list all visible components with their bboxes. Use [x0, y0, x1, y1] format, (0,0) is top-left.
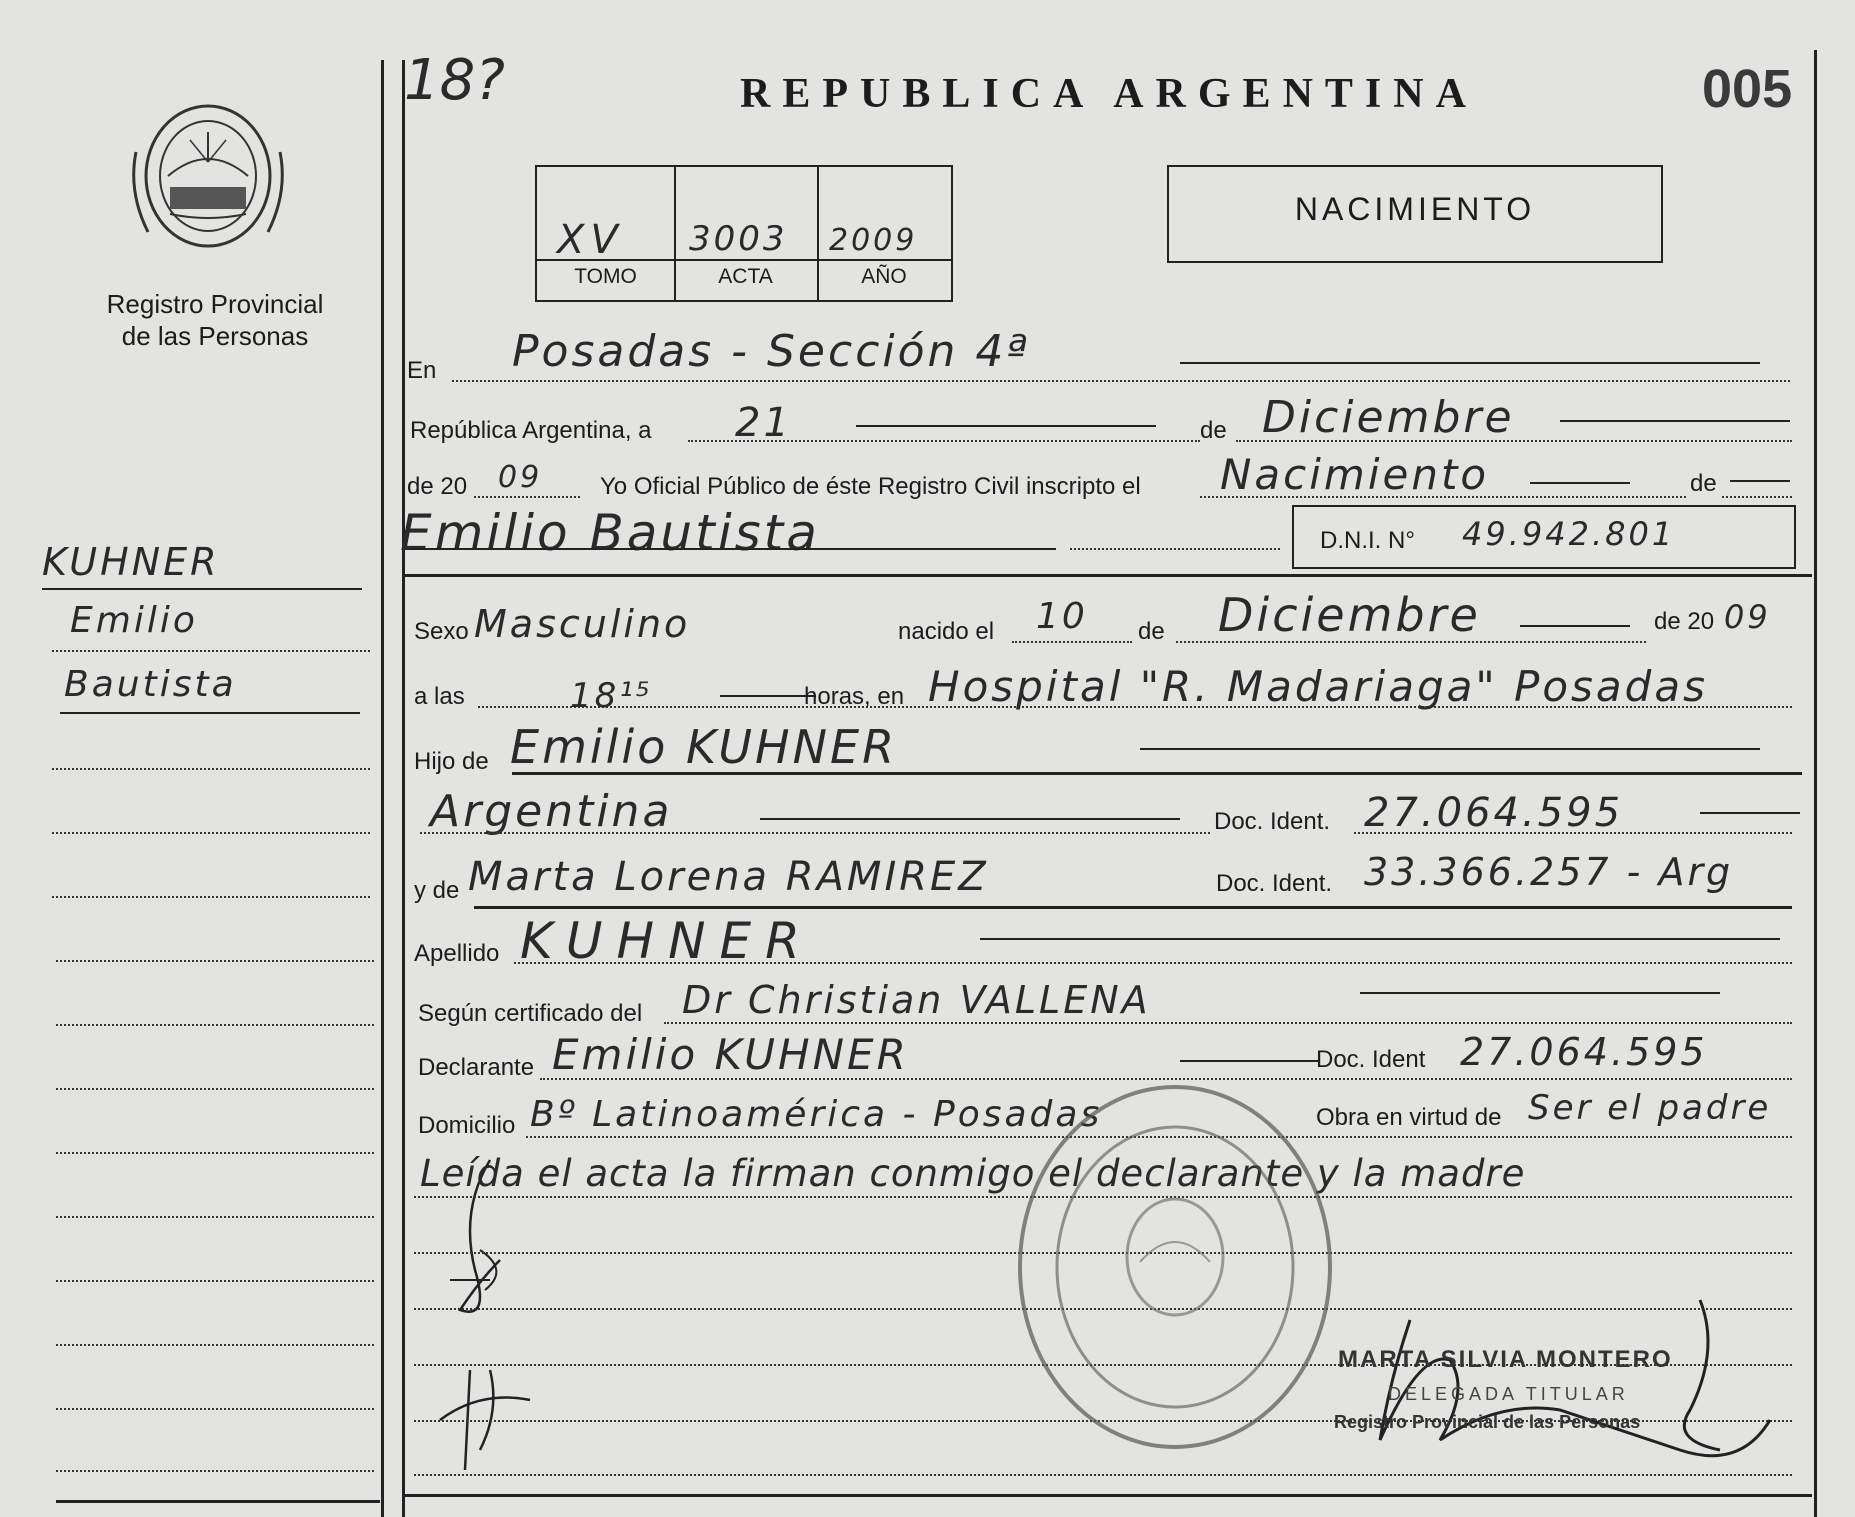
corner-mark: 18? — [404, 48, 505, 113]
month-value: Diciembre — [1262, 392, 1515, 443]
inscripto-value: Nacimiento — [1220, 450, 1490, 499]
official-org: Registro Provincial de las Personas — [1334, 1412, 1641, 1432]
acta-label: ACTA — [718, 265, 773, 288]
anio-label: AÑO — [861, 265, 907, 288]
father-name: Emilio KUHNER — [510, 720, 898, 774]
oficial-text: Yo Oficial Público de éste Registro Civil inscripto el — [600, 473, 1141, 500]
yde-label: y de — [414, 877, 460, 904]
registry-name-line1: Registro Provincial — [106, 289, 324, 319]
record-number-box — [535, 165, 953, 302]
margin-signatures — [420, 1150, 560, 1490]
hour-value: 18¹⁵ — [570, 676, 653, 716]
margin-surname: KUHNER — [42, 540, 220, 584]
de-label: de — [1200, 417, 1227, 444]
sexo-value: Masculino — [474, 602, 691, 646]
sexo-label: Sexo — [414, 618, 469, 645]
apellido-value: KUHNER — [520, 912, 814, 970]
year-value: 09 — [498, 460, 543, 495]
official-seal — [1010, 1072, 1340, 1462]
registry-name — [60, 288, 370, 352]
birth-year: 09 — [1724, 598, 1771, 636]
mother-doc: 33.366.257 - Arg — [1364, 850, 1734, 894]
registry-seal — [128, 92, 288, 257]
apellido-label: Apellido — [414, 940, 500, 967]
dni-label: D.N.I. N° — [1320, 527, 1415, 554]
tomo-value: XV — [557, 217, 624, 263]
mother-name: Marta Lorena RAMIREZ — [468, 854, 989, 900]
official-title: DELEGADA TITULAR — [1388, 1384, 1629, 1404]
de20-label-2: de 20 — [1654, 608, 1715, 635]
republica-label: República Argentina, a — [410, 417, 652, 444]
anio-value: 2009 — [829, 223, 918, 258]
registry-name-line2: de las Personas — [121, 321, 309, 351]
page-number: 005 — [1702, 59, 1793, 119]
official-name: MARTA SILVIA MONTERO — [1338, 1346, 1673, 1373]
father-doc: 27.064.595 — [1364, 790, 1624, 836]
dni-box — [1292, 505, 1796, 569]
horas-label: horas, en — [804, 683, 905, 710]
obra-value: Ser el padre — [1528, 1088, 1772, 1128]
acta-value: 3003 — [689, 219, 788, 259]
de20-label: de 20 — [407, 473, 468, 500]
en-label: En — [407, 357, 437, 384]
record-type: NACIMIENTO — [1294, 191, 1536, 227]
de-label-2: de — [1690, 470, 1717, 497]
de-label-3: de — [1138, 618, 1165, 645]
record-type-box — [1167, 165, 1663, 263]
margin-first-name: Emilio — [70, 600, 198, 641]
declarante-value: Emilio KUHNER — [552, 1030, 909, 1079]
page-title: REPUBLICA ARGENTINA — [740, 71, 1478, 117]
segun-value: Dr Christian VALLENA — [682, 978, 1151, 1022]
birth-day: 10 — [1036, 596, 1088, 637]
birth-month: Diciembre — [1218, 588, 1481, 642]
domicilio-label: Domicilio — [418, 1112, 516, 1139]
doc-ident-label-2: Doc. Ident. — [1216, 870, 1333, 897]
segun-label: Según certificado del — [418, 1000, 643, 1027]
hijo-label: Hijo de — [414, 748, 489, 775]
en-value: Posadas - Sección 4ª — [512, 326, 1031, 377]
margin-second-name: Bautista — [64, 664, 237, 705]
nacido-label: nacido el — [898, 618, 995, 645]
declarante-doc: 27.064.595 — [1460, 1030, 1708, 1074]
name-value: Emilio Bautista — [400, 504, 820, 562]
doc-ident-label-3: Doc. Ident — [1316, 1046, 1426, 1073]
alas-label: a las — [414, 683, 465, 710]
day-value: 21 — [735, 400, 792, 446]
doc-ident-label: Doc. Ident. — [1214, 808, 1331, 835]
dni-value: 49.942.801 — [1462, 515, 1676, 553]
obra-label: Obra en virtud de — [1316, 1104, 1502, 1131]
father-nationality: Argentina — [430, 786, 673, 837]
tomo-label: TOMO — [574, 265, 637, 288]
place-value: Hospital "R. Madariaga" Posadas — [928, 662, 1708, 711]
notes-value: Leída el acta la firman conmigo el declarante y la madre — [420, 1152, 1526, 1195]
domicilio-value: Bº Latinoamérica - Posadas — [530, 1094, 1103, 1135]
declarante-label: Declarante — [418, 1054, 535, 1081]
